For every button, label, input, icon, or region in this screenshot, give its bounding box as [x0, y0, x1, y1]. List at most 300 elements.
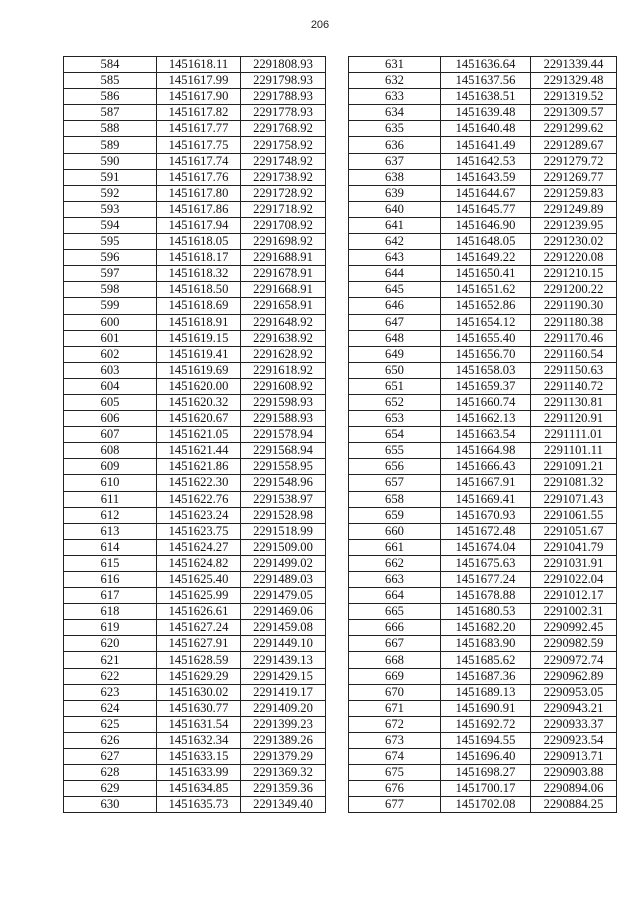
y-coordinate-cell: 2291279.72	[531, 153, 617, 169]
y-coordinate-cell: 2291558.95	[241, 459, 326, 475]
table-row	[349, 250, 617, 266]
table-row	[64, 555, 326, 571]
x-coordinate-cell: 1451617.75	[157, 137, 241, 153]
point-number-cell: 591	[64, 169, 157, 185]
point-number-cell: 647	[349, 314, 441, 330]
table-row	[349, 314, 617, 330]
x-coordinate-cell: 1451636.64	[441, 57, 531, 73]
table-row	[349, 153, 617, 169]
y-coordinate-cell: 2291210.15	[531, 266, 617, 282]
table-row	[349, 362, 617, 378]
point-number-cell: 590	[64, 153, 157, 169]
y-coordinate-cell: 2291111.01	[531, 427, 617, 443]
point-number-cell: 648	[349, 330, 441, 346]
table-row	[64, 636, 326, 652]
table-row	[349, 185, 617, 201]
point-number-cell: 596	[64, 250, 157, 266]
point-number-cell: 667	[349, 636, 441, 652]
y-coordinate-cell: 2291538.97	[241, 491, 326, 507]
y-coordinate-cell: 2291678.91	[241, 266, 326, 282]
table-row	[349, 346, 617, 362]
x-coordinate-cell: 1451646.90	[441, 217, 531, 233]
table-row	[64, 732, 326, 748]
point-number-cell: 641	[349, 217, 441, 233]
y-coordinate-cell: 2290992.45	[531, 620, 617, 636]
x-coordinate-cell: 1451625.99	[157, 588, 241, 604]
x-coordinate-cell: 1451630.77	[157, 700, 241, 716]
table-row	[349, 137, 617, 153]
y-coordinate-cell: 2290884.25	[531, 797, 617, 813]
x-coordinate-cell: 1451680.53	[441, 604, 531, 620]
point-number-cell: 671	[349, 700, 441, 716]
x-coordinate-cell: 1451622.30	[157, 475, 241, 491]
point-number-cell: 620	[64, 636, 157, 652]
table-row	[349, 394, 617, 410]
y-coordinate-cell: 2291101.11	[531, 443, 617, 459]
table-row	[349, 555, 617, 571]
y-coordinate-cell: 2291698.92	[241, 234, 326, 250]
point-number-cell: 614	[64, 539, 157, 555]
y-coordinate-cell: 2291249.89	[531, 201, 617, 217]
y-coordinate-cell: 2291439.13	[241, 652, 326, 668]
point-number-cell: 616	[64, 572, 157, 588]
table-row	[64, 523, 326, 539]
point-number-cell: 602	[64, 346, 157, 362]
point-number-cell: 649	[349, 346, 441, 362]
coordinates-table-left	[63, 56, 326, 813]
point-number-cell: 644	[349, 266, 441, 282]
point-number-cell: 607	[64, 427, 157, 443]
y-coordinate-cell: 2290894.06	[531, 781, 617, 797]
x-coordinate-cell: 1451648.05	[441, 234, 531, 250]
x-coordinate-cell: 1451617.76	[157, 169, 241, 185]
x-coordinate-cell: 1451682.20	[441, 620, 531, 636]
table-row	[64, 201, 326, 217]
y-coordinate-cell: 2291778.93	[241, 105, 326, 121]
y-coordinate-cell: 2291808.93	[241, 57, 326, 73]
point-number-cell: 642	[349, 234, 441, 250]
x-coordinate-cell: 1451654.12	[441, 314, 531, 330]
x-coordinate-cell: 1451675.63	[441, 555, 531, 571]
point-number-cell: 668	[349, 652, 441, 668]
table-row	[349, 282, 617, 298]
table-row	[64, 89, 326, 105]
table-row	[64, 105, 326, 121]
table-row	[349, 539, 617, 555]
point-number-cell: 645	[349, 282, 441, 298]
y-coordinate-cell: 2291259.83	[531, 185, 617, 201]
x-coordinate-cell: 1451666.43	[441, 459, 531, 475]
point-number-cell: 633	[349, 89, 441, 105]
x-coordinate-cell: 1451617.86	[157, 201, 241, 217]
y-coordinate-cell: 2291668.91	[241, 282, 326, 298]
x-coordinate-cell: 1451678.88	[441, 588, 531, 604]
table-row	[64, 266, 326, 282]
x-coordinate-cell: 1451690.91	[441, 700, 531, 716]
table-row	[349, 89, 617, 105]
point-number-cell: 662	[349, 555, 441, 571]
table-row	[349, 105, 617, 121]
point-number-cell: 595	[64, 234, 157, 250]
point-number-cell: 629	[64, 781, 157, 797]
x-coordinate-cell: 1451639.48	[441, 105, 531, 121]
y-coordinate-cell: 2291031.91	[531, 555, 617, 571]
x-coordinate-cell: 1451689.13	[441, 684, 531, 700]
y-coordinate-cell: 2291658.91	[241, 298, 326, 314]
x-coordinate-cell: 1451644.67	[441, 185, 531, 201]
point-number-cell: 661	[349, 539, 441, 555]
x-coordinate-cell: 1451618.11	[157, 57, 241, 73]
x-coordinate-cell: 1451618.05	[157, 234, 241, 250]
table-row	[64, 73, 326, 89]
point-number-cell: 593	[64, 201, 157, 217]
y-coordinate-cell: 2290943.21	[531, 700, 617, 716]
x-coordinate-cell: 1451617.82	[157, 105, 241, 121]
x-coordinate-cell: 1451630.02	[157, 684, 241, 700]
x-coordinate-cell: 1451643.59	[441, 169, 531, 185]
y-coordinate-cell: 2291220.08	[531, 250, 617, 266]
point-number-cell: 663	[349, 572, 441, 588]
y-coordinate-cell: 2291071.43	[531, 491, 617, 507]
y-coordinate-cell: 2291041.79	[531, 539, 617, 555]
x-coordinate-cell: 1451663.54	[441, 427, 531, 443]
y-coordinate-cell: 2291738.92	[241, 169, 326, 185]
table-row	[64, 394, 326, 410]
x-coordinate-cell: 1451672.48	[441, 523, 531, 539]
table-row	[349, 266, 617, 282]
y-coordinate-cell: 2291269.77	[531, 169, 617, 185]
point-number-cell: 608	[64, 443, 157, 459]
x-coordinate-cell: 1451628.59	[157, 652, 241, 668]
x-coordinate-cell: 1451619.69	[157, 362, 241, 378]
x-coordinate-cell: 1451620.00	[157, 378, 241, 394]
x-coordinate-cell: 1451627.24	[157, 620, 241, 636]
table-row	[349, 169, 617, 185]
x-coordinate-cell: 1451635.73	[157, 797, 241, 813]
point-number-cell: 657	[349, 475, 441, 491]
table-row	[349, 749, 617, 765]
table-row	[349, 73, 617, 89]
x-coordinate-cell: 1451631.54	[157, 716, 241, 732]
point-number-cell: 639	[349, 185, 441, 201]
y-coordinate-cell: 2291170.46	[531, 330, 617, 346]
point-number-cell: 636	[349, 137, 441, 153]
table-row	[64, 459, 326, 475]
x-coordinate-cell: 1451645.77	[441, 201, 531, 217]
table-row	[349, 378, 617, 394]
point-number-cell: 635	[349, 121, 441, 137]
x-coordinate-cell: 1451700.17	[441, 781, 531, 797]
point-number-cell: 666	[349, 620, 441, 636]
table-row	[349, 427, 617, 443]
point-number-cell: 628	[64, 765, 157, 781]
x-coordinate-cell: 1451624.82	[157, 555, 241, 571]
table-row	[64, 652, 326, 668]
table-row	[349, 668, 617, 684]
x-coordinate-cell: 1451623.75	[157, 523, 241, 539]
x-coordinate-cell: 1451696.40	[441, 749, 531, 765]
point-number-cell: 676	[349, 781, 441, 797]
table-row	[349, 217, 617, 233]
point-number-cell: 651	[349, 378, 441, 394]
y-coordinate-cell: 2291469.06	[241, 604, 326, 620]
x-coordinate-cell: 1451640.48	[441, 121, 531, 137]
y-coordinate-cell: 2291509.00	[241, 539, 326, 555]
x-coordinate-cell: 1451669.41	[441, 491, 531, 507]
table-row	[64, 250, 326, 266]
table-row	[349, 652, 617, 668]
y-coordinate-cell: 2291409.20	[241, 700, 326, 716]
y-coordinate-cell: 2291608.92	[241, 378, 326, 394]
table-row	[349, 684, 617, 700]
point-number-cell: 626	[64, 732, 157, 748]
coordinates-table-right-body	[349, 57, 617, 813]
y-coordinate-cell: 2291598.93	[241, 394, 326, 410]
x-coordinate-cell: 1451620.67	[157, 411, 241, 427]
y-coordinate-cell: 2291061.55	[531, 507, 617, 523]
y-coordinate-cell: 2291758.92	[241, 137, 326, 153]
point-number-cell: 637	[349, 153, 441, 169]
y-coordinate-cell: 2291499.02	[241, 555, 326, 571]
table-row	[64, 797, 326, 813]
table-row	[64, 700, 326, 716]
x-coordinate-cell: 1451674.04	[441, 539, 531, 555]
point-number-cell: 664	[349, 588, 441, 604]
table-row	[64, 346, 326, 362]
x-coordinate-cell: 1451625.40	[157, 572, 241, 588]
x-coordinate-cell: 1451692.72	[441, 716, 531, 732]
y-coordinate-cell: 2291022.04	[531, 572, 617, 588]
y-coordinate-cell: 2291160.54	[531, 346, 617, 362]
x-coordinate-cell: 1451621.86	[157, 459, 241, 475]
point-number-cell: 631	[349, 57, 441, 73]
y-coordinate-cell: 2291578.94	[241, 427, 326, 443]
y-coordinate-cell: 2291329.48	[531, 73, 617, 89]
point-number-cell: 630	[64, 797, 157, 813]
point-number-cell: 619	[64, 620, 157, 636]
table-row	[349, 201, 617, 217]
table-row	[64, 185, 326, 201]
point-number-cell: 592	[64, 185, 157, 201]
y-coordinate-cell: 2291688.91	[241, 250, 326, 266]
point-number-cell: 677	[349, 797, 441, 813]
point-number-cell: 589	[64, 137, 157, 153]
point-number-cell: 646	[349, 298, 441, 314]
point-number-cell: 627	[64, 749, 157, 765]
point-number-cell: 606	[64, 411, 157, 427]
x-coordinate-cell: 1451629.29	[157, 668, 241, 684]
y-coordinate-cell: 2291309.57	[531, 105, 617, 121]
y-coordinate-cell: 2291190.30	[531, 298, 617, 314]
x-coordinate-cell: 1451642.53	[441, 153, 531, 169]
table-row	[64, 491, 326, 507]
table-row	[64, 57, 326, 73]
point-number-cell: 604	[64, 378, 157, 394]
table-row	[64, 153, 326, 169]
table-row	[64, 572, 326, 588]
point-number-cell: 605	[64, 394, 157, 410]
table-row	[349, 700, 617, 716]
x-coordinate-cell: 1451698.27	[441, 765, 531, 781]
x-coordinate-cell: 1451651.62	[441, 282, 531, 298]
point-number-cell: 632	[349, 73, 441, 89]
point-number-cell: 650	[349, 362, 441, 378]
y-coordinate-cell: 2291748.92	[241, 153, 326, 169]
point-number-cell: 612	[64, 507, 157, 523]
table-row	[349, 443, 617, 459]
table-row	[64, 411, 326, 427]
table-row	[349, 765, 617, 781]
point-number-cell: 634	[349, 105, 441, 121]
y-coordinate-cell: 2290903.88	[531, 765, 617, 781]
x-coordinate-cell: 1451650.41	[441, 266, 531, 282]
y-coordinate-cell: 2291359.36	[241, 781, 326, 797]
point-number-cell: 621	[64, 652, 157, 668]
point-number-cell: 600	[64, 314, 157, 330]
x-coordinate-cell: 1451677.24	[441, 572, 531, 588]
y-coordinate-cell: 2291518.99	[241, 523, 326, 539]
y-coordinate-cell: 2291708.92	[241, 217, 326, 233]
table-row	[349, 732, 617, 748]
x-coordinate-cell: 1451638.51	[441, 89, 531, 105]
point-number-cell: 675	[349, 765, 441, 781]
point-number-cell: 598	[64, 282, 157, 298]
x-coordinate-cell: 1451637.56	[441, 73, 531, 89]
point-number-cell: 587	[64, 105, 157, 121]
point-number-cell: 611	[64, 491, 157, 507]
x-coordinate-cell: 1451619.41	[157, 346, 241, 362]
x-coordinate-cell: 1451641.49	[441, 137, 531, 153]
coordinates-table-left-body	[64, 57, 326, 813]
point-number-cell: 622	[64, 668, 157, 684]
table-row	[64, 378, 326, 394]
point-number-cell: 654	[349, 427, 441, 443]
y-coordinate-cell: 2291120.91	[531, 411, 617, 427]
table-row	[349, 411, 617, 427]
y-coordinate-cell: 2290982.59	[531, 636, 617, 652]
point-number-cell: 658	[349, 491, 441, 507]
y-coordinate-cell: 2291768.92	[241, 121, 326, 137]
point-number-cell: 584	[64, 57, 157, 73]
table-row	[349, 716, 617, 732]
table-row	[64, 539, 326, 555]
y-coordinate-cell: 2291429.15	[241, 668, 326, 684]
y-coordinate-cell: 2291081.32	[531, 475, 617, 491]
x-coordinate-cell: 1451618.32	[157, 266, 241, 282]
y-coordinate-cell: 2290933.37	[531, 716, 617, 732]
table-row	[64, 443, 326, 459]
table-row	[64, 507, 326, 523]
table-row	[349, 57, 617, 73]
y-coordinate-cell: 2291419.17	[241, 684, 326, 700]
y-coordinate-cell: 2291568.94	[241, 443, 326, 459]
table-row	[64, 604, 326, 620]
x-coordinate-cell: 1451617.90	[157, 89, 241, 105]
table-row	[349, 572, 617, 588]
point-number-cell: 625	[64, 716, 157, 732]
point-number-cell: 652	[349, 394, 441, 410]
point-number-cell: 672	[349, 716, 441, 732]
y-coordinate-cell: 2291628.92	[241, 346, 326, 362]
table-row	[64, 298, 326, 314]
point-number-cell: 588	[64, 121, 157, 137]
table-row	[64, 121, 326, 137]
table-row	[64, 169, 326, 185]
table-row	[349, 588, 617, 604]
y-coordinate-cell: 2291728.92	[241, 185, 326, 201]
x-coordinate-cell: 1451623.24	[157, 507, 241, 523]
y-coordinate-cell: 2291200.22	[531, 282, 617, 298]
y-coordinate-cell: 2290953.05	[531, 684, 617, 700]
y-coordinate-cell: 2291091.21	[531, 459, 617, 475]
x-coordinate-cell: 1451685.62	[441, 652, 531, 668]
point-number-cell: 617	[64, 588, 157, 604]
y-coordinate-cell: 2290972.74	[531, 652, 617, 668]
table-row	[64, 620, 326, 636]
y-coordinate-cell: 2291588.93	[241, 411, 326, 427]
point-number-cell: 586	[64, 89, 157, 105]
table-row	[64, 588, 326, 604]
y-coordinate-cell: 2291459.08	[241, 620, 326, 636]
y-coordinate-cell: 2291618.92	[241, 362, 326, 378]
table-row	[349, 121, 617, 137]
point-number-cell: 623	[64, 684, 157, 700]
point-number-cell: 601	[64, 330, 157, 346]
table-row	[349, 234, 617, 250]
table-row	[64, 234, 326, 250]
table-row	[64, 330, 326, 346]
x-coordinate-cell: 1451621.44	[157, 443, 241, 459]
x-coordinate-cell: 1451618.69	[157, 298, 241, 314]
point-number-cell: 624	[64, 700, 157, 716]
table-row	[64, 684, 326, 700]
point-number-cell: 653	[349, 411, 441, 427]
x-coordinate-cell: 1451655.40	[441, 330, 531, 346]
table-row	[349, 330, 617, 346]
x-coordinate-cell: 1451683.90	[441, 636, 531, 652]
point-number-cell: 585	[64, 73, 157, 89]
table-row	[349, 523, 617, 539]
table-row	[349, 797, 617, 813]
point-number-cell: 669	[349, 668, 441, 684]
table-row	[64, 217, 326, 233]
x-coordinate-cell: 1451617.99	[157, 73, 241, 89]
coordinates-table-right	[348, 56, 617, 813]
point-number-cell: 594	[64, 217, 157, 233]
x-coordinate-cell: 1451662.13	[441, 411, 531, 427]
x-coordinate-cell: 1451620.32	[157, 394, 241, 410]
y-coordinate-cell: 2291349.40	[241, 797, 326, 813]
y-coordinate-cell: 2291299.62	[531, 121, 617, 137]
table-row	[64, 427, 326, 443]
y-coordinate-cell: 2290923.54	[531, 732, 617, 748]
y-coordinate-cell: 2291479.05	[241, 588, 326, 604]
table-row	[349, 475, 617, 491]
point-number-cell: 603	[64, 362, 157, 378]
table-row	[64, 781, 326, 797]
point-number-cell: 615	[64, 555, 157, 571]
table-row	[349, 636, 617, 652]
x-coordinate-cell: 1451618.50	[157, 282, 241, 298]
x-coordinate-cell: 1451617.94	[157, 217, 241, 233]
table-row	[64, 749, 326, 765]
y-coordinate-cell: 2291002.31	[531, 604, 617, 620]
y-coordinate-cell: 2290962.89	[531, 668, 617, 684]
point-number-cell: 656	[349, 459, 441, 475]
table-row	[349, 620, 617, 636]
point-number-cell: 660	[349, 523, 441, 539]
y-coordinate-cell: 2291638.92	[241, 330, 326, 346]
